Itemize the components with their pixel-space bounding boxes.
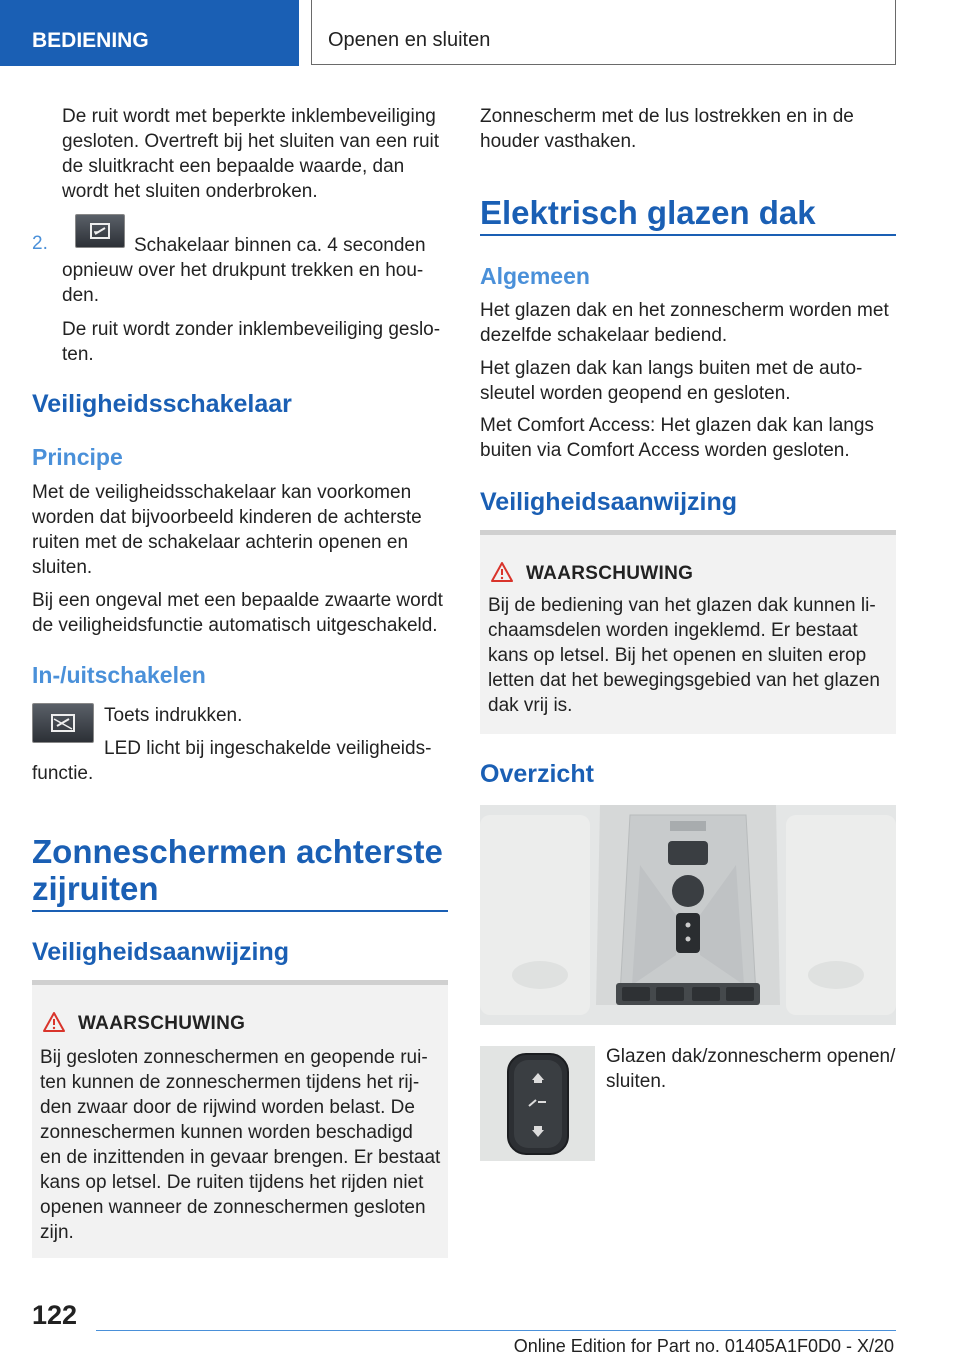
section-tab: BEDIENING: [0, 0, 299, 66]
text-line: den.: [62, 285, 99, 306]
page-header: [0, 0, 960, 66]
general-paragraph: [480, 298, 896, 348]
text-line: kans op letsel. De ruiten tijdens het rijden niet: [40, 1172, 424, 1193]
text-line: letten dat het bewegingsgebied van het glazen: [488, 670, 880, 691]
general-paragraph: [480, 356, 896, 406]
heading-overview: Overzicht: [480, 760, 594, 788]
text-line: wordt het sluiten onderbroken.: [62, 181, 318, 202]
edition-text: Online Edition for Part no. 01405A1F0D0 - X/20: [513, 1336, 894, 1356]
step-number: 2.: [32, 233, 48, 254]
principle-paragraph: [32, 480, 448, 580]
text-line: ten.: [62, 344, 94, 365]
heading-rule: [480, 234, 896, 236]
text-line: worden dat bijvoorbeeld kinderen de achterste: [32, 507, 422, 528]
heading-rule: [32, 910, 448, 912]
safety-switch-icon: [32, 703, 94, 743]
intro-paragraph: [480, 104, 896, 154]
intro-paragraph: [62, 104, 452, 204]
text-line: den zwaar door de rijwind worden belast. De: [40, 1097, 415, 1118]
heading-glass-roof: Elektrisch glazen dak: [480, 194, 816, 231]
warning-title: WAARSCHUWING: [526, 563, 694, 584]
text-line: Het glazen dak kan langs buiten met de auto-: [480, 358, 863, 379]
onoff-line: Toets indrukken.: [104, 705, 243, 726]
text-line: Met Comfort Access: Het glazen dak kan langs: [480, 415, 874, 436]
heading-safety-note: Veiligheidsaanwijzing: [480, 488, 738, 516]
text-line: ruiten met de schakelaar achterin openen en: [32, 532, 409, 553]
image-caption: [606, 1044, 898, 1094]
heading-sunshades: [32, 833, 452, 907]
text-line: Zonnescherm met de lus lostrekken en in de: [480, 106, 854, 127]
text-line: dezelfde schakelaar bediend.: [480, 325, 728, 346]
text-line: buiten via Comfort Access worden gesloten.: [480, 440, 850, 461]
text-line: Bij gesloten zonneschermen en geopende rui-: [40, 1047, 428, 1068]
onoff-line: functie.: [32, 763, 94, 784]
step2-result: [62, 317, 452, 367]
heading-line: zijruiten: [32, 870, 159, 907]
text-line: zonneschermen kunnen worden beschadigd: [40, 1122, 413, 1143]
heading-on-off: In-/uitschakelen: [32, 662, 206, 688]
text-line: openen wanneer de zonneschermen gesloten: [40, 1197, 426, 1218]
text-line: opnieuw over het drukpunt trekken en hou-: [62, 260, 424, 281]
text-line: sleutel worden geopend en gesloten.: [480, 383, 791, 404]
text-line: kans op letsel. Bij het openen en sluiten erop: [488, 645, 867, 666]
step2-paragraph: [62, 258, 452, 308]
step2-line: Schakelaar binnen ca. 4 seconden: [134, 235, 426, 256]
chapter-title: Openen en sluiten: [311, 0, 896, 65]
text-line: Met de veiligheidsschakelaar kan voorkomen: [32, 482, 412, 503]
heading-general: Algemeen: [480, 263, 590, 289]
text-line: en de inzittenden in gevaar brengen. Er bestaat: [40, 1147, 441, 1168]
warning-box: [32, 980, 448, 1258]
text-line: ten kunnen de zonneschermen tijdens het rij-: [40, 1072, 420, 1093]
text-line: gesloten. Overtreft bij het sluiten van een ruit: [62, 131, 440, 152]
text-line: chaamsdelen worden ingeklemd. Er bestaat: [488, 620, 858, 641]
text-line: zijn.: [40, 1222, 74, 1243]
text-line: Bij een ongeval met een bepaalde zwaarte wordt: [32, 590, 443, 611]
text-line: Glazen dak/zonnescherm openen/: [606, 1046, 896, 1067]
heading-safety-note: Veiligheidsaanwijzing: [32, 938, 290, 966]
text-line: de sluitkracht een bepaalde waarde, dan: [62, 156, 405, 177]
warning-text: [40, 1045, 444, 1245]
page-number: 122: [32, 1300, 78, 1330]
warning-title: WAARSCHUWING: [78, 1013, 246, 1034]
heading-principle: Principe: [32, 444, 123, 470]
general-paragraph: [480, 413, 896, 463]
footer-rule: [96, 1330, 896, 1331]
heading-line: Zonneschermen achterste: [32, 833, 443, 870]
overhead-console-image: [480, 805, 896, 1025]
warning-triangle-icon: [42, 1011, 66, 1033]
warning-triangle-icon: [490, 561, 514, 583]
roof-switch-image: [480, 1046, 595, 1161]
text-line: sluiten.: [606, 1071, 667, 1092]
text-line: De ruit wordt zonder inklembeveiliging geslo-: [62, 319, 441, 340]
text-line: Het glazen dak en het zonnescherm worden met: [480, 300, 889, 321]
warning-box: [480, 530, 896, 734]
text-line: De ruit wordt met beperkte inklembeveiliging: [62, 106, 436, 127]
text-line: Bij de bediening van het glazen dak kunnen li-: [488, 595, 876, 616]
text-line: dak vrij is.: [488, 695, 573, 716]
window-switch-icon: [75, 214, 125, 248]
text-line: sluiten.: [32, 557, 93, 578]
text-line: houder vasthaken.: [480, 131, 637, 152]
principle-paragraph-2: [32, 588, 448, 638]
heading-safety-switch: Veiligheidsschakelaar: [32, 390, 292, 418]
warning-text: [488, 593, 892, 718]
onoff-line: LED licht bij ingeschakelde veiligheids-: [104, 738, 432, 759]
text-line: de veiligheidsfunctie automatisch uitgeschakeld.: [32, 615, 438, 636]
